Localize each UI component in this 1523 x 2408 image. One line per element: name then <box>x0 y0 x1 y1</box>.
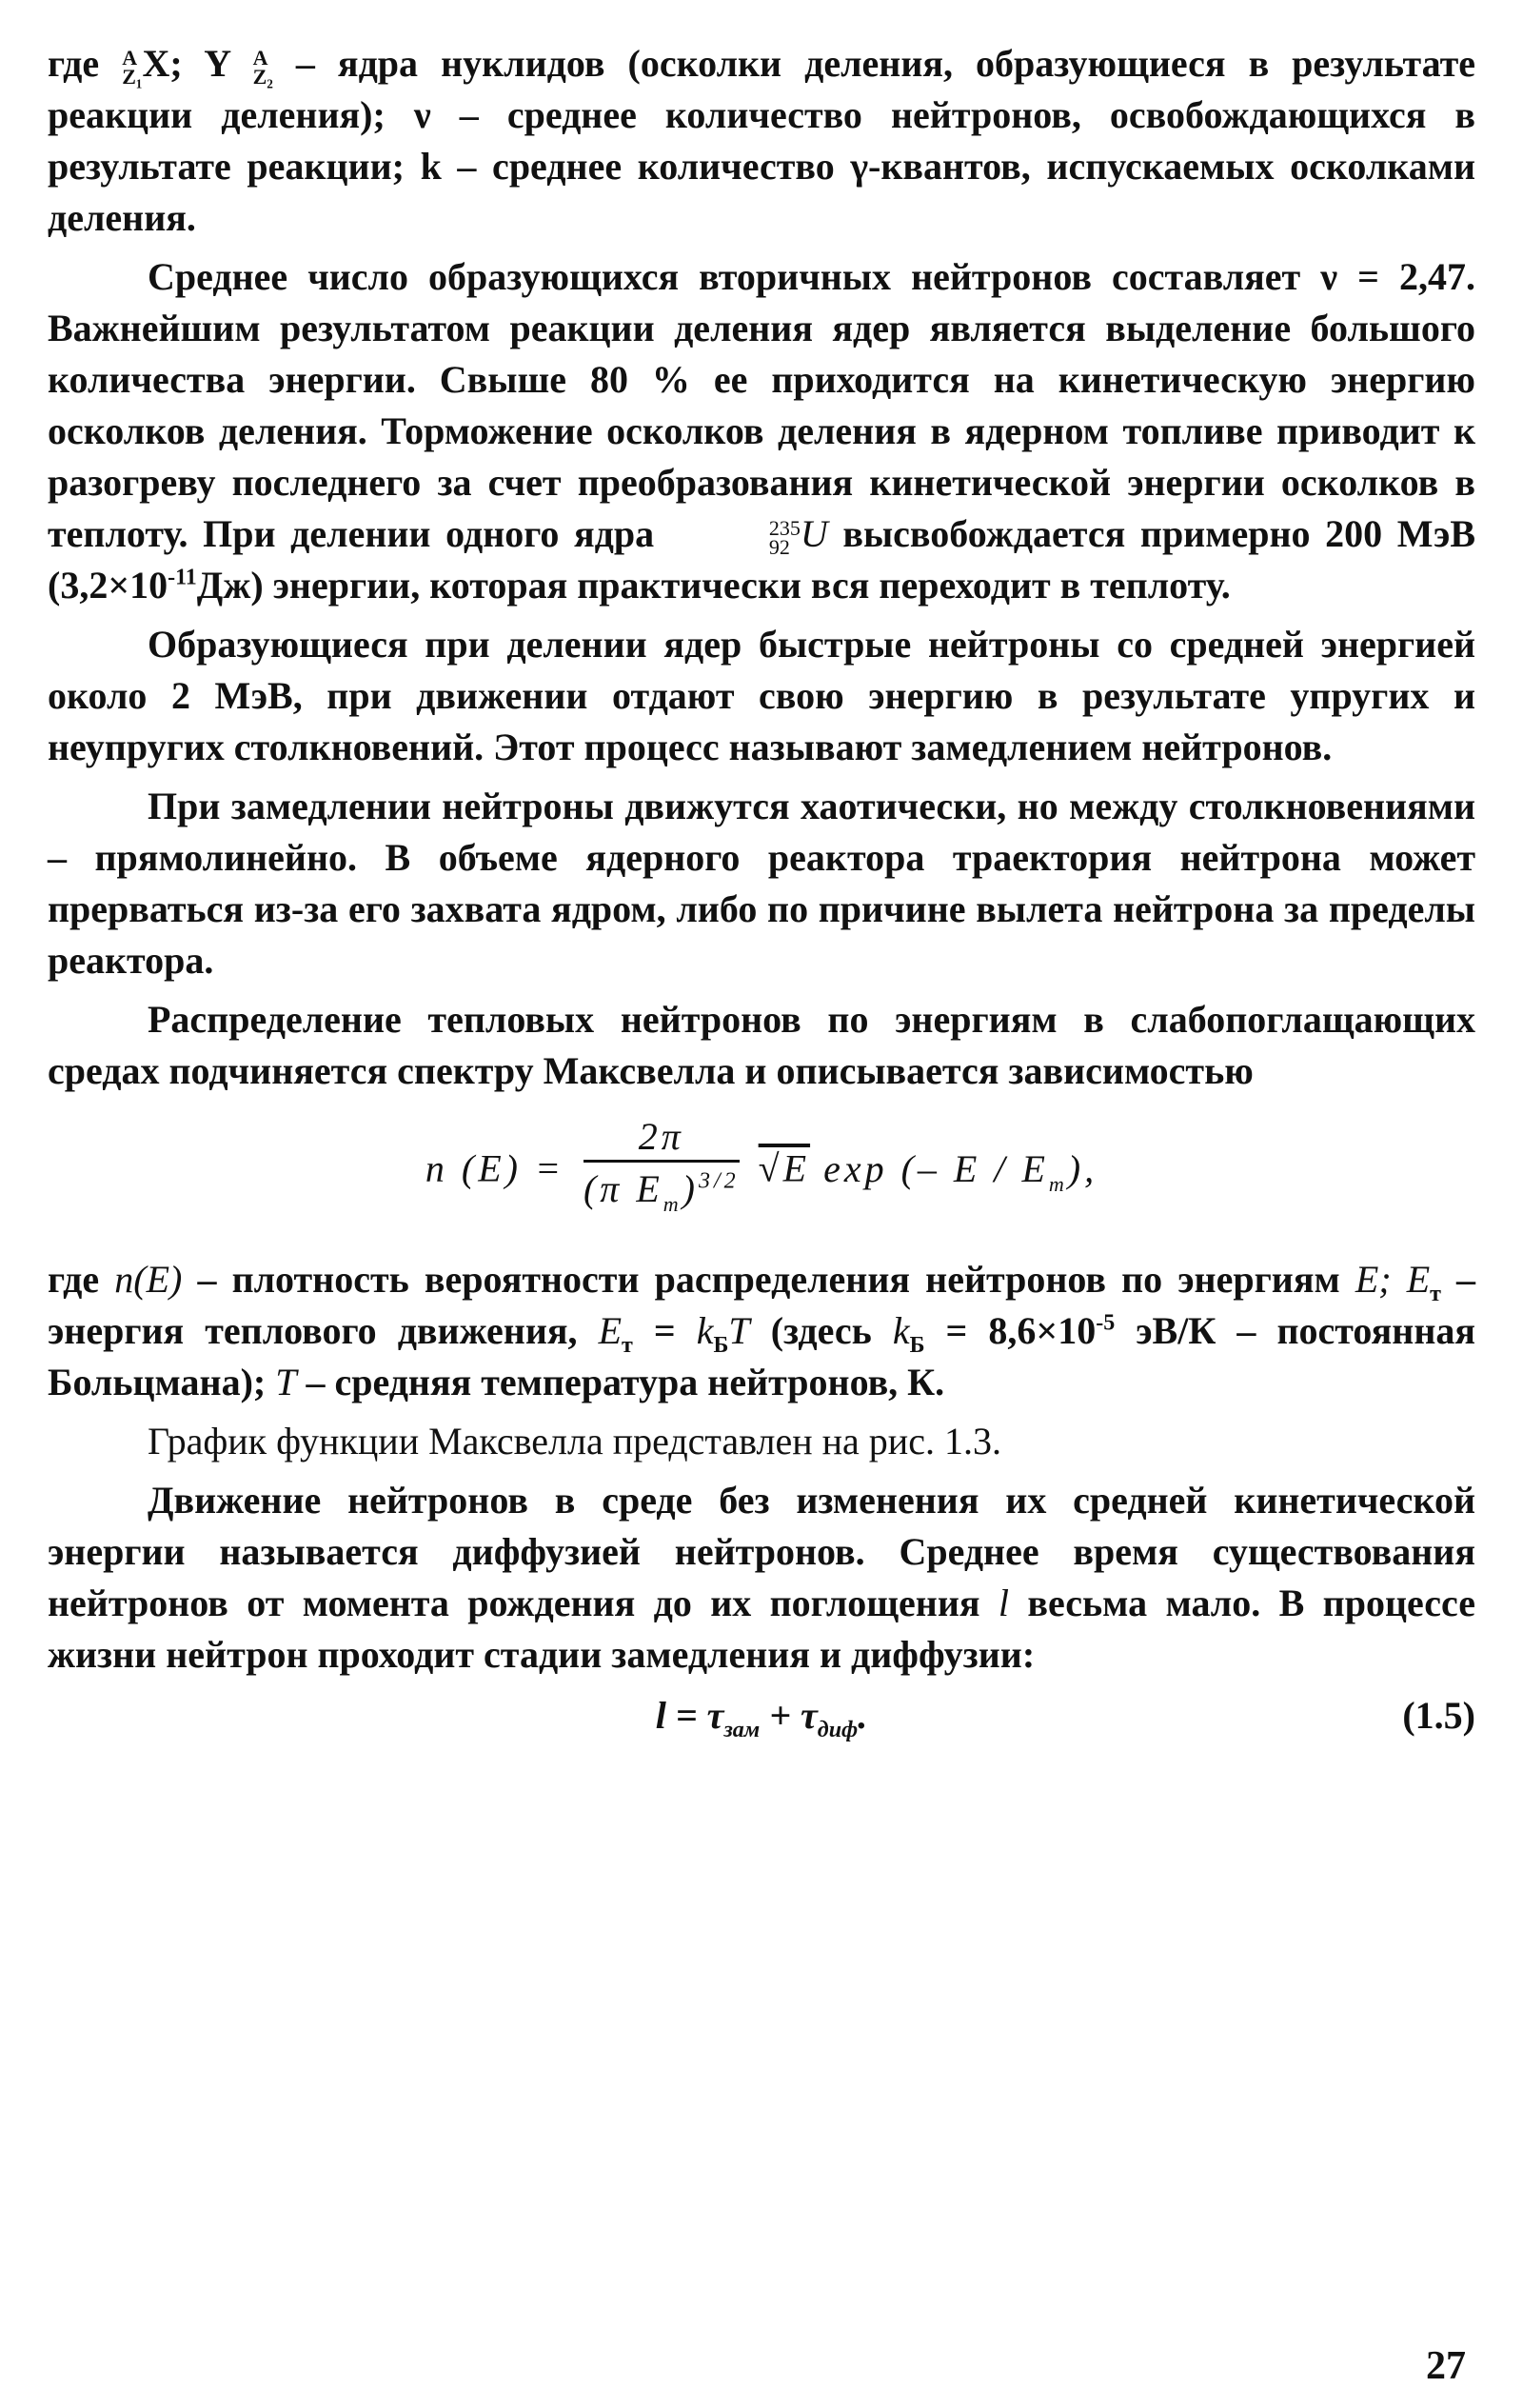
uranium-indices <box>669 515 801 559</box>
uranium-symbol: U <box>800 512 828 555</box>
nuclide-x-charge: Z₁ <box>122 64 143 89</box>
document-page <box>48 38 1475 2371</box>
formula-exp: exp (– E / $E_т$), <box>823 1146 1098 1196</box>
nuclide-y-charge: Z₂ <box>252 64 273 89</box>
energy-exponent: -11 <box>168 565 197 590</box>
nuclide-y-indices <box>252 45 273 89</box>
nuclide-x-indices <box>122 45 143 89</box>
nuclide-y-mass: A <box>252 45 268 70</box>
nuclide-x-mass: A <box>122 45 138 70</box>
paragraph-diffusion: Движение нейтронов в среде без изменения их средней кинетической энергии называется диффузией нейтронов. Среднее время существования нейтронов от момента рождения до их поглощения l весьма мало. В процессе жизни нейтрон проходит стадии замедления и диффузии: <box>48 1479 1476 1676</box>
word-where: где <box>48 42 100 85</box>
energy-release-tail: Дж) энергии, которая практически вся переходит в теплоту. <box>196 564 1231 607</box>
formula-denominator: (π $E_т)^{3/2}$ <box>583 1167 740 1216</box>
formula-sqrt: √E <box>758 1146 811 1190</box>
nuclide-symbols: X; Y <box>142 42 230 85</box>
formula-maxwell <box>48 1114 1475 1231</box>
paragraph-maxwell-intro: Распределение тепловых нейтронов по энергиям в слабопоглащающих средах подчиняется спектру Максвелла и описывается зависимостью <box>48 998 1475 1092</box>
formula-fraction <box>583 1114 740 1231</box>
energy-release-text: высвобождается примерно 200 МэВ (3,2×10 <box>48 512 1475 607</box>
formula-lifetime: $l = \tau_{зам} + \tau_{диф}$. (1.5) <box>48 1690 1475 1741</box>
paragraph-secondary-neutrons <box>48 251 1475 611</box>
paragraph-fast-neutrons: Образующиеся при делении ядер быстрые нейтроны со средней энергией около 2 МэВ, при движении отдают свою энергию в результате упругих и неупругих столкновений. Этот процесс называют замедлением нейтронов. <box>48 623 1475 768</box>
formula-numerator: 2π <box>583 1114 740 1163</box>
paragraph-figure-reference: График функции Максвелла представлен на рис. 1.3. <box>148 1420 1001 1463</box>
paragraph-secondary-neutrons-text: Среднее число образующихся вторичных нейтронов составляет ν = 2,47. Важнейшим результатом реакции деления ядер является выделение большого количества энергии. Свыше 80 % ее приходится на кинетическую энергию осколков деления. Торможение осколков деления в ядерном топливе приводит к разогреву последнего за счет преобразования кинетической энергии осколков в теплоту. При делении одного ядра <box>48 255 1475 555</box>
paragraph-maxwell-legend: где n(E) – плотность вероятности распределения нейтронов по энергиям E; $E_т$ – энергия теплового движения, $E_т = k_БT$ (здесь $k_Б = 8,6\times 10^{-5}$ эВ/К – постоянная Больцмана); T – средняя температура нейтронов, К. <box>48 1258 1476 1403</box>
uranium-mass: 235 <box>768 515 801 540</box>
paragraph-moderation: При замедлении нейтроны движутся хаотически, но между столкновениями – прямолинейно. В объеме ядерного реактора траектория нейтрона может прерваться из-за его захвата ядром, либо по причине вылета нейтрона за пределы реактора. <box>48 785 1475 982</box>
formula-lhs: n (E) = <box>425 1146 564 1190</box>
page-number: 27 <box>1426 2344 1466 2388</box>
equation-number: (1.5) <box>1402 1694 1475 1737</box>
nuclides-description: – ядра нуклидов (осколки деления, образующиеся в результате реакции деления); ν – среднее количество нейтронов, освобождающихся в результате реакции; k – среднее количество γ-квантов, испускаемых осколками деления. <box>48 42 1475 239</box>
paragraph-nuclides <box>48 38 1475 244</box>
uranium-charge: 92 <box>768 534 790 559</box>
